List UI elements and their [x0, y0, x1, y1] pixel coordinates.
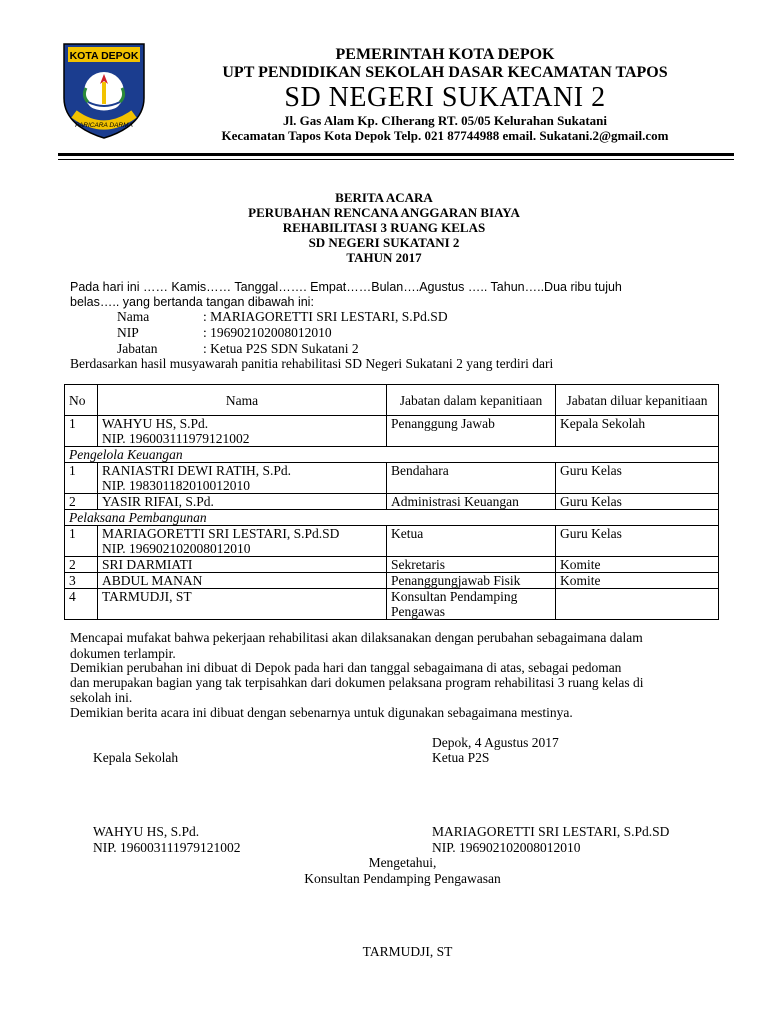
title-year: TAHUN 2017 — [346, 250, 422, 265]
cell-jabatan-luar: Komite — [556, 573, 719, 589]
committee-table — [64, 384, 719, 620]
cell-no: 1 — [65, 416, 98, 447]
field-value-jabatan: : Ketua P2S SDN Sukatani 2 — [203, 341, 359, 356]
cell-no: 2 — [65, 557, 98, 573]
cell-no: 4 — [65, 589, 98, 620]
intro-line-2: belas….. yang bertanda tangan dibawah ini: — [70, 295, 314, 309]
cell-nama: SRI DARMIATI — [98, 557, 387, 573]
title-berita-acara: BERITA ACARA — [335, 190, 433, 205]
cell-jabatan-luar: Guru Kelas — [556, 463, 719, 494]
header-rule-thick — [58, 153, 734, 156]
sign-left-role: Kepala Sekolah — [93, 750, 179, 765]
col-header-no: No — [65, 385, 98, 416]
cell-jabatan-luar: Komite — [556, 557, 719, 573]
closing-p1-line-1: Mencapai mufakat bahwa pekerjaan rehabilitasi akan dilaksanakan dengan perubahan sebagaimana dalam — [70, 630, 643, 645]
cell-jabatan-dalam: Bendahara — [387, 463, 556, 494]
cell-jabatan-dalam: Konsultan Pendamping Pengawas — [387, 589, 556, 620]
sign-left-nip: NIP. 196003111979121002 — [93, 840, 241, 855]
title-rehabilitasi: REHABILITASI 3 RUANG KELAS — [282, 220, 486, 235]
sign-place-date: Depok, 4 Agustus 2017 — [432, 735, 559, 750]
section-pengelola-keuangan: Pengelola Keuangan — [65, 447, 719, 463]
cell-jabatan-dalam: Sekretaris — [387, 557, 556, 573]
sign-mengetahui: Mengetahui, — [368, 855, 437, 870]
table-section-row — [65, 510, 719, 526]
cell-nama: ABDUL MANAN — [98, 573, 387, 589]
member-name: WAHYU HS, S.Pd. — [102, 416, 209, 431]
title-school: SD NEGERI SUKATANI 2 — [308, 235, 460, 250]
sign-right-role: Ketua P2S — [432, 750, 490, 765]
table-section-row — [65, 447, 719, 463]
table-row — [65, 416, 719, 447]
cell-nama — [98, 526, 387, 557]
cell-no: 1 — [65, 463, 98, 494]
col-header-jabatan-luar: Jabatan diluar kepanitiaan — [556, 385, 719, 416]
cell-no: 3 — [65, 573, 98, 589]
sign-left-name: WAHYU HS, S.Pd. — [93, 824, 200, 839]
cell-jabatan-dalam: Penanggungjawab Fisik — [387, 573, 556, 589]
member-nip: NIP. 196902102008012010 — [102, 541, 251, 556]
closing-p2-line-3: sekolah ini. — [70, 690, 133, 705]
member-nip: NIP. 198301182010012010 — [102, 478, 251, 493]
cell-nama: TARMUDJI, ST — [98, 589, 387, 620]
field-label-nip: NIP — [117, 325, 139, 340]
table-row — [65, 573, 719, 589]
closing-p1-line-2: dokumen terlampir. — [70, 646, 176, 661]
intro-line-1: Pada hari ini …… Kamis…… Tanggal……. Empat……Bulan….Agustus ….. Tahun…..Dua ribu tujuh — [70, 280, 622, 294]
closing-p3: Demikian berita acara ini dibuat dengan sebenarnya untuk digunakan sebagaimana mestinya. — [70, 705, 573, 720]
cell-nama — [98, 463, 387, 494]
table-row — [65, 463, 719, 494]
col-header-nama: Nama — [98, 385, 387, 416]
header-government: PEMERINTAH KOTA DEPOK — [335, 46, 555, 63]
closing-p2-line-1: Demikian perubahan ini dibuat di Depok pada hari dan tanggal sebagaimana di atas, sebagai pedoman — [70, 660, 622, 675]
col-header-jabatan-dalam: Jabatan dalam kepanitiaan — [387, 385, 556, 416]
cell-jabatan-dalam: Administrasi Keuangan — [387, 494, 556, 510]
cell-jabatan-luar: Guru Kelas — [556, 494, 719, 510]
city-logo — [60, 40, 148, 140]
member-name: MARIAGORETTI SRI LESTARI, S.Pd.SD — [102, 526, 340, 541]
cell-jabatan-luar: Kepala Sekolah — [556, 416, 719, 447]
sign-konsultan-role: Konsultan Pendamping Pengawasan — [304, 871, 501, 886]
logo-text-bottom: PARICARA DARMA — [75, 122, 133, 129]
field-label-nama: Nama — [117, 309, 150, 324]
section-pelaksana-pembangunan: Pelaksana Pembangunan — [65, 510, 719, 526]
table-row — [65, 494, 719, 510]
sign-right-name: MARIAGORETTI SRI LESTARI, S.Pd.SD — [432, 824, 670, 839]
member-nip: NIP. 196003111979121002 — [102, 431, 250, 446]
header-upt: UPT PENDIDIKAN SEKOLAH DASAR KECAMATAN TAPOS — [222, 64, 668, 81]
cell-jabatan-dalam: Ketua — [387, 526, 556, 557]
cell-jabatan-dalam: Penanggung Jawab — [387, 416, 556, 447]
header-school-name: SD NEGERI SUKATANI 2 — [284, 82, 606, 113]
sign-right-nip: NIP. 196902102008012010 — [432, 840, 581, 855]
member-name: RANIASTRI DEWI RATIH, S.Pd. — [102, 463, 291, 478]
sign-konsultan-name: TARMUDJI, ST — [362, 944, 453, 959]
cell-no: 2 — [65, 494, 98, 510]
logo-text-top: KOTA DEPOK — [69, 50, 139, 62]
table-row — [65, 557, 719, 573]
cell-no: 1 — [65, 526, 98, 557]
header-address-2: Kecamatan Tapos Kota Depok Telp. 021 87744988 email. Sukatani.2@gmail.com — [221, 128, 669, 143]
table-row — [65, 589, 719, 620]
cell-jabatan-luar — [556, 589, 719, 620]
intro-basis: Berdasarkan hasil musyawarah panitia rehabilitasi SD Negeri Sukatani 2 yang terdiri dari — [70, 356, 554, 371]
cell-jabatan-luar: Guru Kelas — [556, 526, 719, 557]
table-row — [65, 526, 719, 557]
field-label-jabatan: Jabatan — [117, 341, 158, 356]
cell-nama — [98, 416, 387, 447]
cell-nama: YASIR RIFAI, S.Pd. — [98, 494, 387, 510]
header-address-1: Jl. Gas Alam Kp. CIherang RT. 05/05 Kelurahan Sukatani — [283, 113, 607, 128]
closing-p2-line-2: dan merupakan bagian yang tak terpisahkan dari dokumen pelaksana program rehabilitasi 3 ruang kelas di — [70, 675, 644, 690]
field-value-nama: : MARIAGORETTI SRI LESTARI, S.Pd.SD — [203, 309, 448, 324]
header-rule-thin — [58, 159, 734, 160]
table-header-row — [65, 385, 719, 416]
field-value-nip: : 196902102008012010 — [203, 325, 332, 340]
title-perubahan: PERUBAHAN RENCANA ANGGARAN BIAYA — [248, 205, 520, 220]
